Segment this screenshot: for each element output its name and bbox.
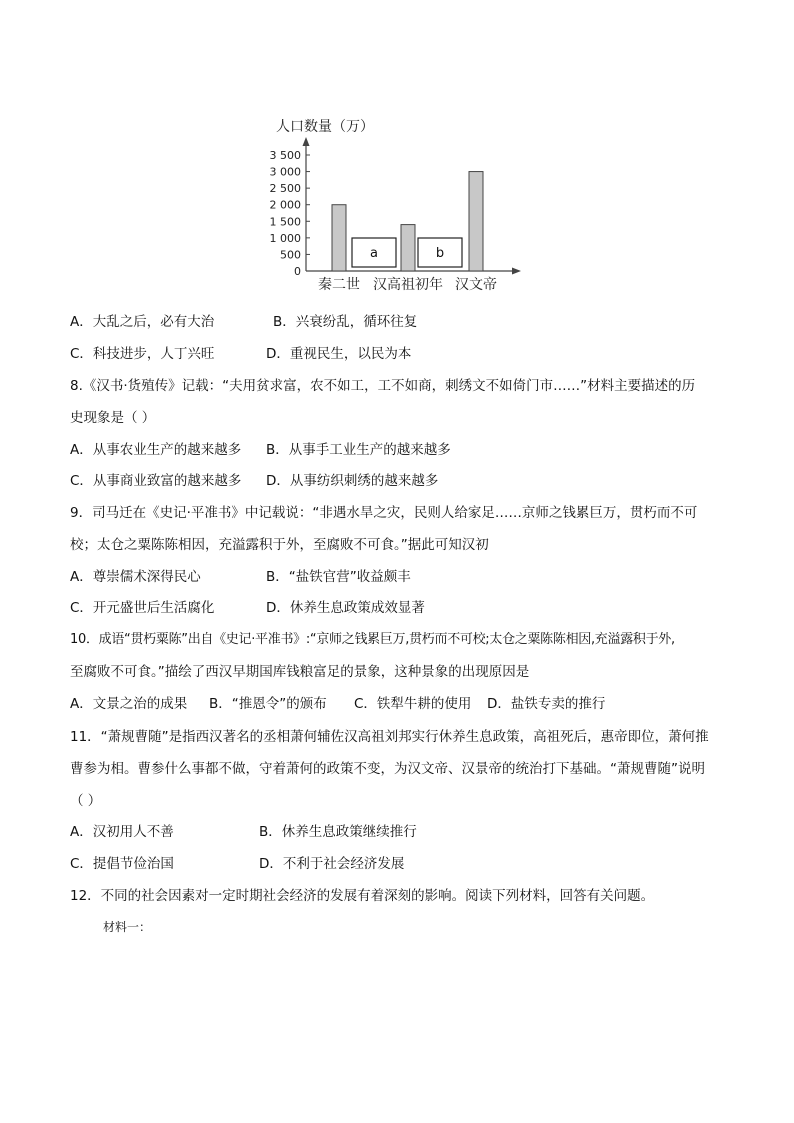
- q8-option-a[interactable]: A．从事农业生产的越来越多: [70, 442, 242, 458]
- q11-stem-line3: （ ）: [70, 793, 102, 809]
- q10-option-b[interactable]: B．“推恩令”的颁布: [209, 696, 327, 712]
- x-tick-label: 秦二世: [318, 277, 360, 293]
- q8-stem-line2: 史现象是（ ）: [70, 410, 156, 426]
- q11-stem-line1: 11．“萧规曹随”是指西汉著名的丞相萧何辅佐汉高祖刘邦实行休养生息政策，高祖死后，惠帝即位，萧何推: [70, 729, 709, 745]
- y-axis-label: 人口数量（万）: [276, 119, 374, 135]
- q8-option-c[interactable]: C．从事商业致富的越来越多: [70, 473, 242, 489]
- q9-option-b[interactable]: B．“盐铁官营”收益颇丰: [266, 569, 411, 585]
- q10-option-c[interactable]: C．铁犁牛耕的使用: [354, 696, 472, 712]
- q11-stem-line2: 曹参为相。曹参什么事都不做，守着萧何的政策不变，为汉文帝、汉景帝的统治打下基础。“萧规曹随”说明: [70, 761, 705, 777]
- bar-3: [469, 172, 483, 271]
- q11-option-a[interactable]: A．汉初用人不善: [70, 824, 174, 840]
- y-axis-arrow: [303, 137, 310, 146]
- q7-option-c[interactable]: C．科技进步，人丁兴旺: [70, 346, 215, 362]
- y-tick-label: 2 500: [269, 182, 301, 196]
- y-tick-label: 1 000: [269, 231, 301, 245]
- q11-option-b[interactable]: B．休养生息政策继续推行: [259, 824, 417, 840]
- q10-option-d[interactable]: D．盐铁专卖的推行: [487, 696, 606, 712]
- q8-option-b[interactable]: B．从事手工业生产的越来越多: [266, 442, 451, 458]
- blank-box-label: a: [370, 246, 378, 261]
- x-axis-arrow: [512, 268, 521, 275]
- q8-stem-line1: 8.《汉书·货殖传》记载：“夫用贫求富，农不如工，工不如商，刺绣文不如倚门市……”材料主要描述的历: [70, 378, 696, 394]
- q10-stem-line1: 10．成语“贯朽粟陈”出自《史记·平准书》:“京师之钱累巨万,贯朽而不可校;太仓之粟陈陈相因,充溢露积于外,: [70, 632, 675, 647]
- q11-option-d[interactable]: D．不利于社会经济发展: [259, 856, 405, 872]
- blank-box-label: b: [435, 246, 445, 261]
- q9-stem-line2: 校；太仓之粟陈陈相因，充溢露积于外，至腐败不可食。”据此可知汉初: [70, 537, 489, 553]
- y-tick-label: 500: [280, 248, 301, 262]
- y-tick-label: 3 000: [269, 165, 301, 179]
- bar-2: [401, 225, 415, 271]
- x-tick-label: 汉高祖初年: [373, 277, 443, 293]
- chart-canvas: [262, 108, 532, 300]
- q8-option-d[interactable]: D．从事纺织刺绣的越来越多: [266, 473, 439, 489]
- y-tick-label: 2 000: [269, 198, 301, 212]
- q9-stem-line1: 9．司马迁在《史记·平准书》中记载说：“非遇水旱之灾，民则人给家足……京师之钱累巨万，贯朽而不可: [70, 505, 698, 521]
- q9-option-a[interactable]: A．尊崇儒术深得民心: [70, 569, 201, 585]
- y-tick-label: 1 500: [269, 215, 301, 229]
- y-tick-label: 0: [294, 265, 301, 278]
- q7-option-a[interactable]: A．大乱之后，必有大治: [70, 314, 215, 330]
- q7-option-d[interactable]: D．重视民生，以民为本: [266, 346, 412, 362]
- population-bar-chart: [262, 108, 532, 300]
- q9-option-d[interactable]: D．休养生息政策成效显著: [266, 600, 425, 616]
- q10-stem-line2: 至腐败不可食。”描绘了西汉早期国库钱粮富足的景象，这种景象的出现原因是: [70, 664, 530, 680]
- q11-option-c[interactable]: C．提倡节俭治国: [70, 856, 174, 872]
- bar-1: [332, 205, 346, 271]
- q9-option-c[interactable]: C．开元盛世后生活腐化: [70, 600, 215, 616]
- q12-material-label: 材料一：: [103, 920, 152, 934]
- q10-option-a[interactable]: A．文景之治的成果: [70, 696, 188, 712]
- x-tick-label: 汉文帝: [455, 277, 497, 293]
- q7-option-b[interactable]: B．兴衰纷乱，循环往复: [273, 314, 418, 330]
- q12-stem-line1: 12．不同的社会因素对一定时期社会经济的发展有着深刻的影响。阅读下列材料，回答有关问题。: [70, 888, 655, 904]
- y-tick-label: 3 500: [269, 149, 301, 162]
